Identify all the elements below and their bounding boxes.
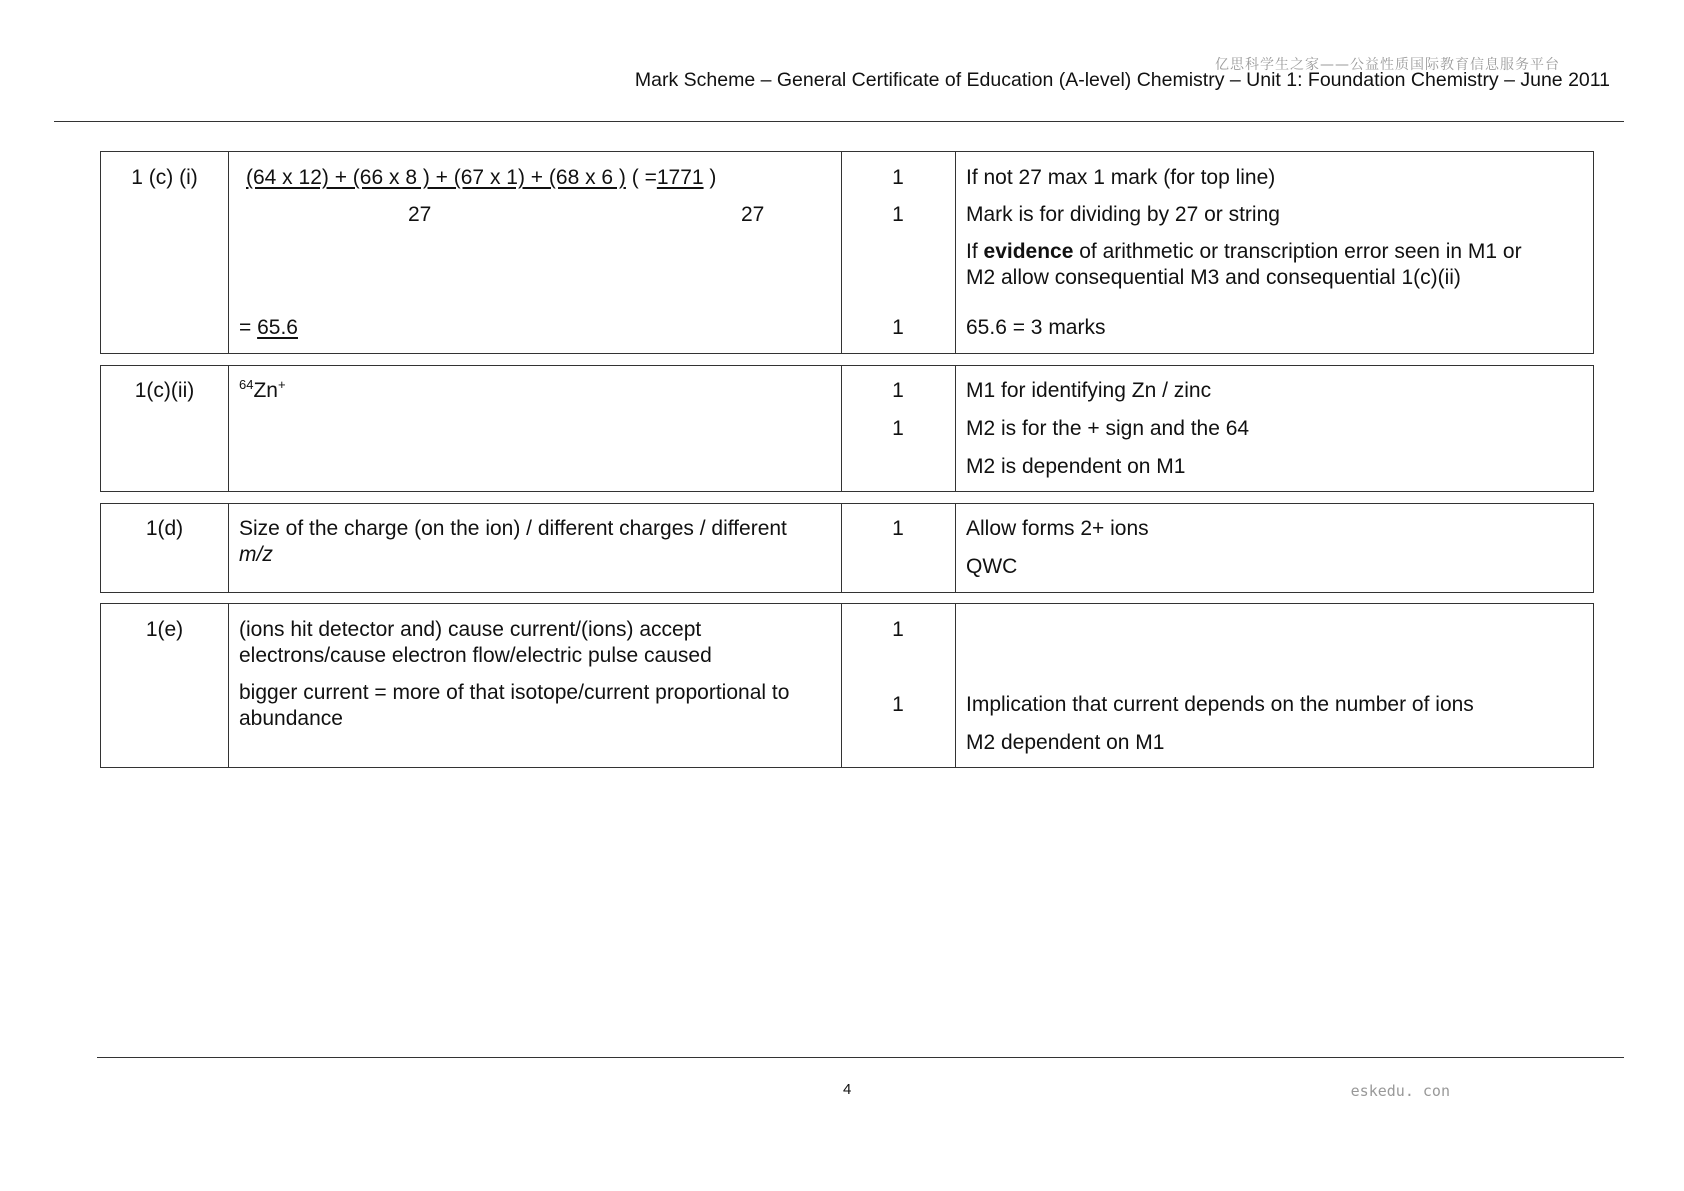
question-cell — [101, 604, 229, 767]
question-cell — [101, 504, 229, 592]
equals-close: ) — [709, 166, 717, 189]
answer-cell — [228, 152, 842, 353]
numerator-expression: (64 x 12) + (66 x 8 ) + (67 x 1) + (68 x 6 ) — [246, 166, 626, 189]
answer-text: bigger current = more of that isotope/current proportional to — [239, 681, 790, 704]
result-value: 65.6 — [257, 316, 298, 339]
comment: Mark is for dividing by 27 or string — [966, 203, 1280, 226]
question-number: 1(e) — [145, 618, 184, 641]
watermark-bottom: eskedu. con — [1350, 1082, 1450, 1100]
answer-cell — [228, 604, 842, 767]
question-cell — [101, 366, 229, 491]
marks-cell — [841, 152, 956, 353]
comment: 65.6 = 3 marks — [966, 316, 1106, 339]
comment: Allow forms 2+ ions — [966, 517, 1149, 540]
comments-cell — [955, 366, 1593, 491]
denominator-1: 27 — [408, 203, 432, 226]
comments-cell — [955, 604, 1593, 767]
row-1d — [100, 503, 1594, 593]
page-header-title: Mark Scheme – General Certificate of Education (A-level) Chemistry – Unit 1: Foundation Chemistry – June 2011 — [634, 69, 1610, 91]
comment: M1 for identifying Zn / zinc — [966, 379, 1212, 402]
row-1e — [100, 603, 1594, 768]
denominator-2: 27 — [741, 203, 765, 226]
comment: M2 is for the + sign and the 64 — [966, 417, 1250, 440]
answer-text: abundance — [239, 707, 343, 730]
ion-charge: + — [277, 377, 286, 392]
isotope-answer — [239, 378, 286, 404]
answer-text: Size of the charge (on the ion) / different charges / different — [239, 517, 787, 540]
page-number: 4 — [843, 1081, 852, 1098]
equals-open: ( = — [631, 166, 657, 189]
comment: M2 is dependent on M1 — [966, 455, 1186, 478]
comments-cell — [955, 504, 1593, 592]
mark: 1 — [892, 417, 904, 440]
mass-number: 64 — [239, 377, 254, 392]
answer-text: electrons/cause electron flow/electric pulse caused — [239, 644, 712, 667]
answer-cell — [228, 504, 842, 592]
comment: M2 dependent on M1 — [966, 731, 1165, 754]
comment: Implication that current depends on the number of ions — [966, 693, 1474, 716]
comment — [966, 239, 1522, 265]
row-1ci — [100, 151, 1594, 354]
comment-emphasis: evidence — [983, 240, 1074, 263]
question-cell — [101, 152, 229, 353]
marks-cell — [841, 604, 956, 767]
question-number: 1(c)(ii) — [134, 379, 195, 402]
answer-text: (ions hit detector and) cause current/(ions) accept — [239, 618, 702, 641]
answer-text: m/z — [239, 543, 273, 566]
marks-cell — [841, 504, 956, 592]
comment: M2 allow consequential M3 and consequential 1(c)(ii) — [966, 266, 1461, 289]
calculation-numerator — [246, 165, 716, 191]
mark: 1 — [892, 166, 904, 189]
element-symbol: Zn — [253, 379, 278, 402]
question-number: 1(d) — [145, 517, 184, 540]
comments-cell — [955, 152, 1593, 353]
answer-cell — [228, 366, 842, 491]
comment-text: If — [966, 240, 984, 263]
row-1cii — [100, 365, 1594, 492]
watermark-top: 亿思科学生之家——公益性质国际教育信息服务平台 — [1215, 57, 1560, 73]
mark: 1 — [892, 693, 904, 716]
mark: 1 — [892, 316, 904, 339]
comment-text: of arithmetic or transcription error seen in M1 or — [1073, 240, 1522, 263]
mark: 1 — [892, 517, 904, 540]
comment: If not 27 max 1 mark (for top line) — [966, 166, 1276, 189]
marks-cell — [841, 366, 956, 491]
comment: QWC — [966, 555, 1018, 578]
header-rule — [54, 121, 1624, 122]
calculation-result — [239, 315, 298, 341]
footer-rule — [97, 1057, 1624, 1058]
mark: 1 — [892, 203, 904, 226]
result-prefix: = — [239, 316, 258, 339]
mark: 1 — [892, 618, 904, 641]
question-number: 1 (c) (i) — [131, 166, 198, 189]
numerator-total: 1771 — [656, 166, 704, 189]
mark: 1 — [892, 379, 904, 402]
